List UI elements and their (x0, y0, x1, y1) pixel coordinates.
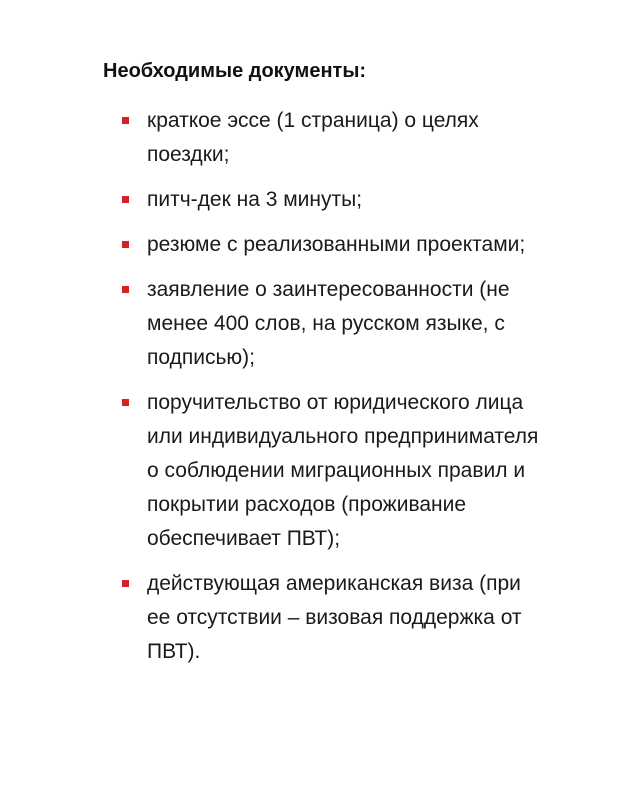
square-bullet-icon (122, 117, 129, 124)
list-item (103, 386, 543, 556)
list-item-text: действующая американская виза (при ее отсутствии – визовая поддержка от ПВТ). (147, 572, 522, 663)
square-bullet-icon (122, 286, 129, 293)
square-bullet-icon (122, 241, 129, 248)
list-item-text: питч-дек на 3 минуты; (147, 188, 363, 211)
document-content (103, 58, 543, 680)
square-bullet-icon (122, 580, 129, 587)
list-item-text: резюме с реализованными проектами; (147, 233, 526, 256)
list-item (103, 273, 543, 375)
list-item (103, 104, 543, 172)
list-item-text: поручительство от юридического лица или индивидуального предпринимателя о соблюдении миграционных правил и покрытии расходов (проживание обеспечивает ПВТ); (147, 391, 539, 550)
square-bullet-icon (122, 196, 129, 203)
list-item (103, 228, 543, 262)
list-item-text: краткое эссе (1 страница) о целях поездки; (147, 109, 479, 166)
section-heading: Необходимые документы: (103, 60, 367, 82)
required-documents-list (103, 104, 543, 669)
list-item (103, 183, 543, 217)
square-bullet-icon (122, 399, 129, 406)
list-item-text: заявление о заинтересованности (не менее 400 слов, на русском языке, с подписью); (147, 278, 510, 369)
list-item (103, 567, 543, 669)
